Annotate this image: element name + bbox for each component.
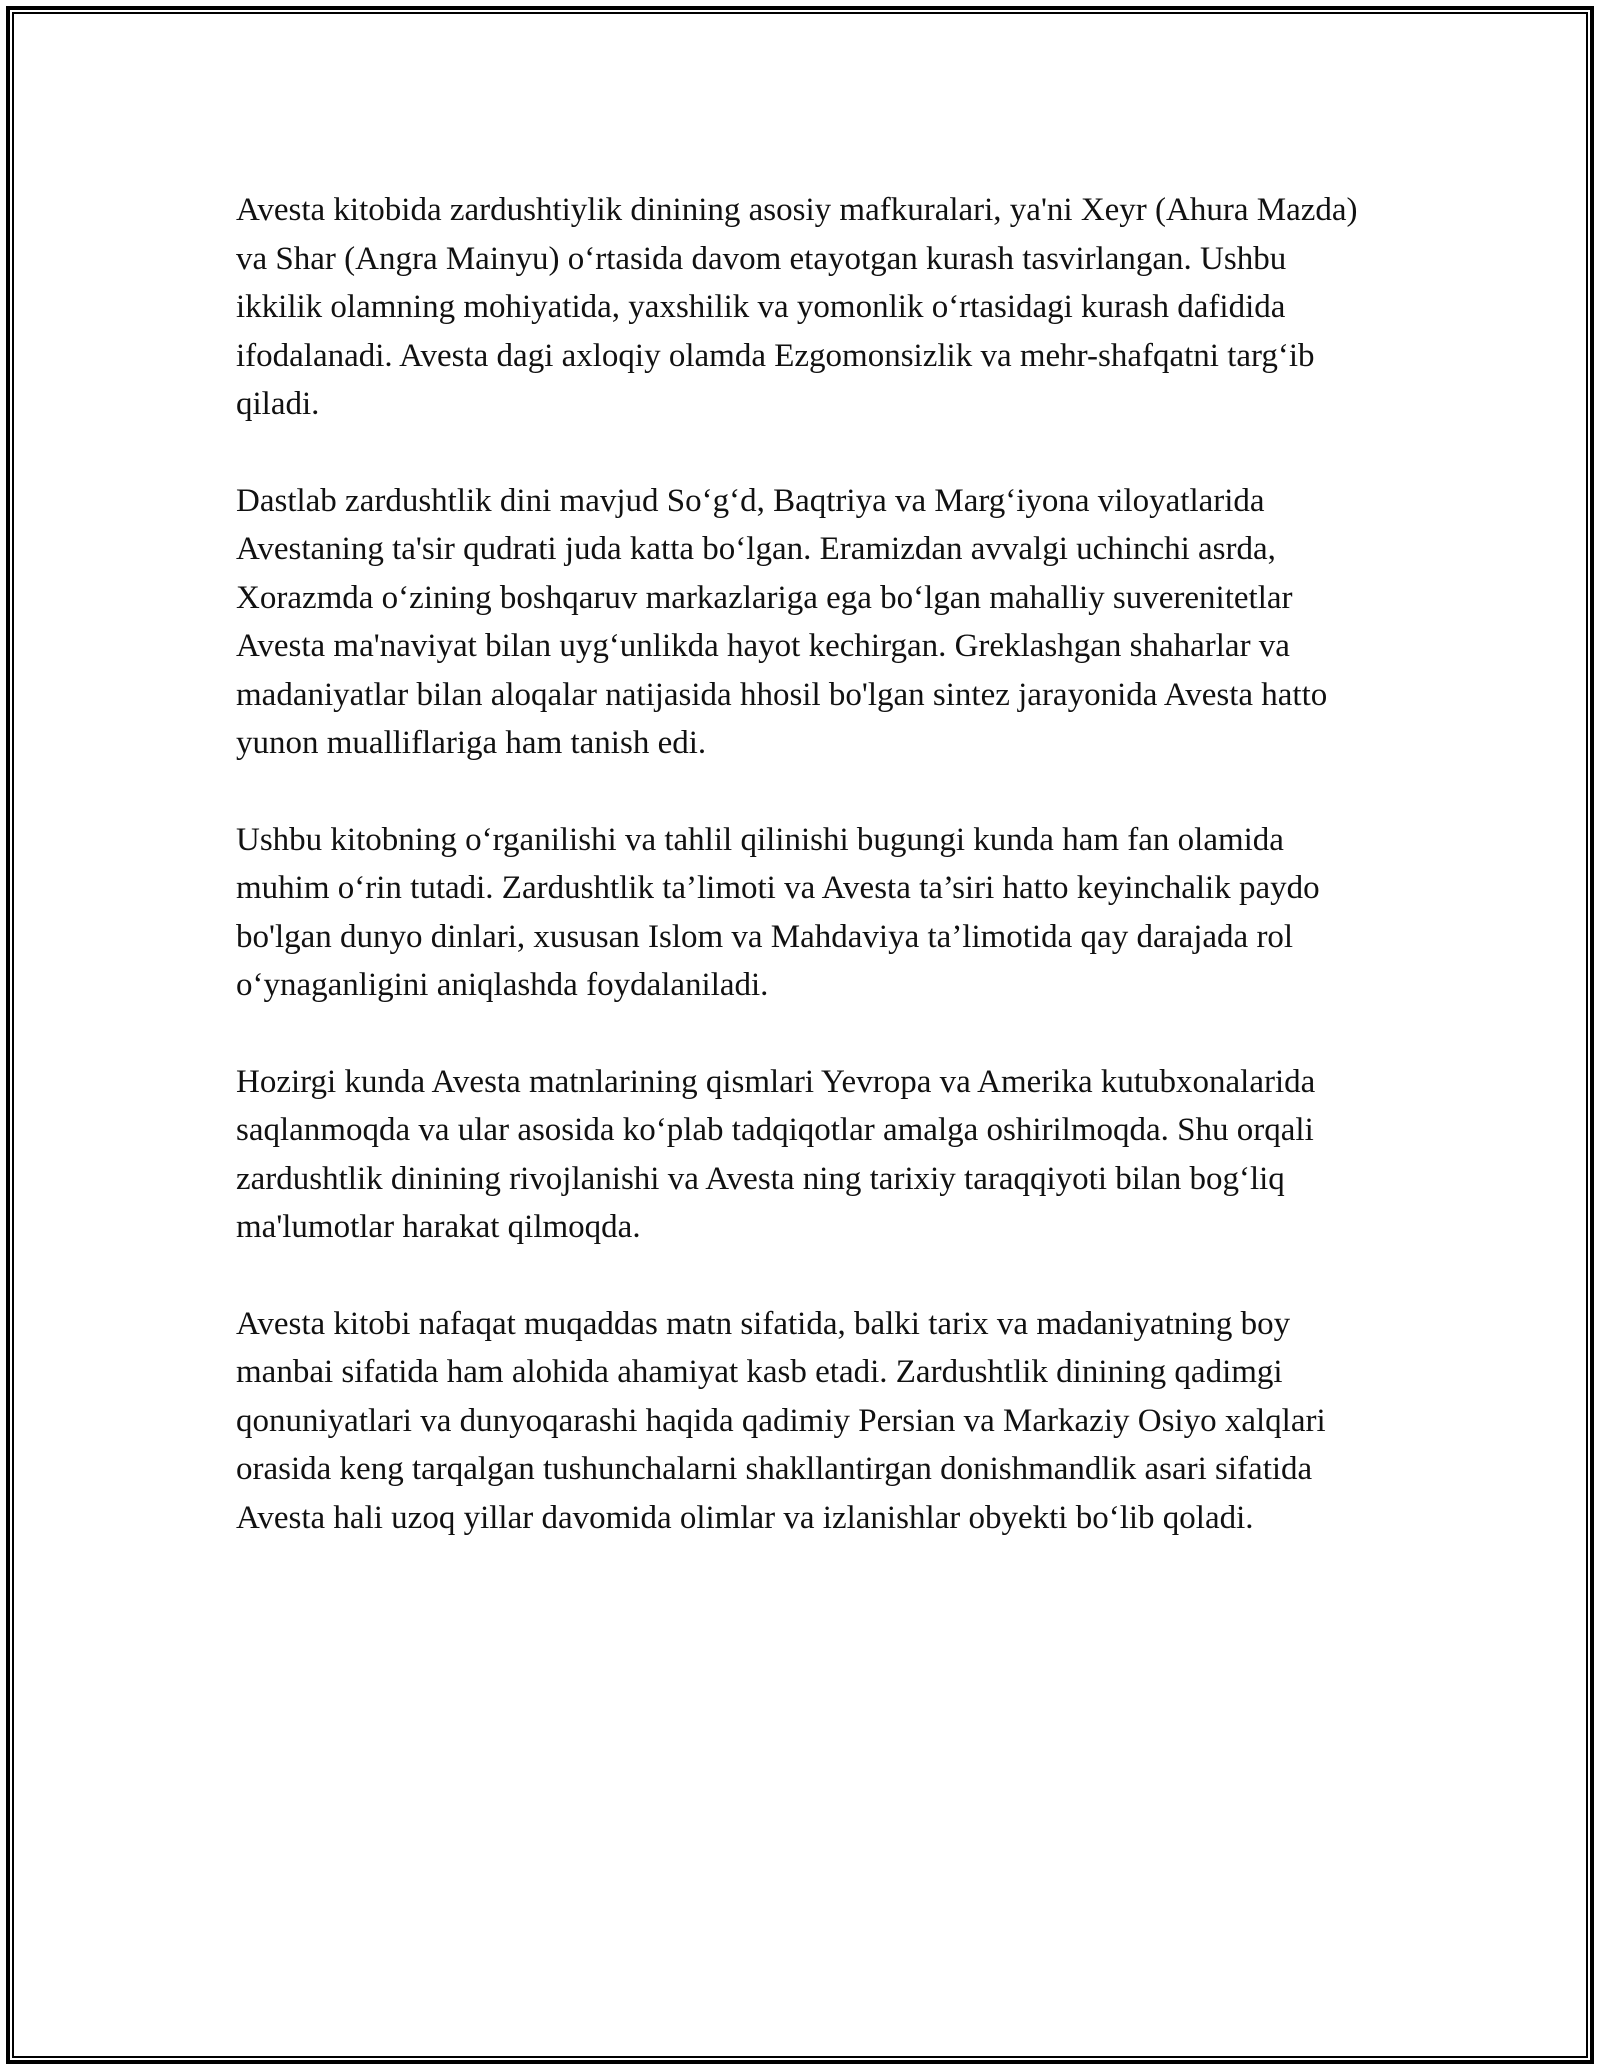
paragraph-1: Avesta kitobida zardushtiylik dinining asosiy mafkuralari, ya'ni Xeyr (Ahura Mazda) va Shar (Angra Mainyu) o‘rtasida davom etayotgan kurash tasvirlangan. Ushbu ikkilik olamning mohiyatida, yaxshilik va yomonlik o‘rtasidagi kurash dafidida ifodalanadi. Avesta dagi axloqiy olamda Ezgomonsizlik va mehr-shafqatni targ‘ib qiladi. xyxy=(236,192,1358,422)
paragraph-5: Avesta kitobi nafaqat muqaddas matn sifatida, balki tarix va madaniyatning boy manbai sifatida ham alohida ahamiyat kasb etadi. Zardushtlik dinining qadimgi qonuniyatlari va dunyoqarashi haqida qadimiy Persian va Markaziy Osiyo xalqlari orasida keng tarqalgan tushunchalarni shakllantirgan donishmandlik asari sifatida Avesta hali uzoq yillar davomida olimlar va izlanishlar obyekti bo‘lib qoladi. xyxy=(236,1305,1326,1536)
paragraph-4: Hozirgi kunda Avesta matnlarining qismlari Yevropa va Amerika kutubxonalarida saqlanmoqda va ular asosida ko‘plab tadqiqotlar amalga oshirilmoqda. Shu orqali zardushtlik dinining rivojlanishi va Avesta ning tarixiy taraqqiyoti bilan bog‘liq ma'lumotlar harakat qilmoqda. xyxy=(236,1063,1316,1245)
document-body xyxy=(236,186,1376,1590)
paragraph-3: Ushbu kitobning o‘rganilishi va tahlil qilinishi bugungi kunda ham fan olamida muhim o‘rin tutadi. Zardushtlik ta’limoti va Avesta ta’siri hatto keyinchalik paydo bo'lgan dunyo dinlari, xususan Islom va Mahdaviya ta’limotida qay darajada rol o‘ynaganligini aniqlashda foydalaniladi. xyxy=(236,821,1320,1003)
paragraph-2: Dastlab zardushtlik dini mavjud So‘g‘d, Baqtriya va Marg‘iyona viloyatlarida Avestaning ta'sir qudrati juda katta bo‘lgan. Eramizdan avvalgi uchinchi asrda, Xorazmda o‘zining boshqaruv markazlariga ega bo‘lgan mahalliy suverenitetlar Avesta ma'naviyat bilan uyg‘unlikda hayot kechirgan. Greklashgan shaharlar va madaniyatlar bilan aloqalar natijasida hhosil bo'lgan sintez jarayonida Avesta hatto yunon mualliflariga ham tanish edi. xyxy=(236,482,1328,761)
